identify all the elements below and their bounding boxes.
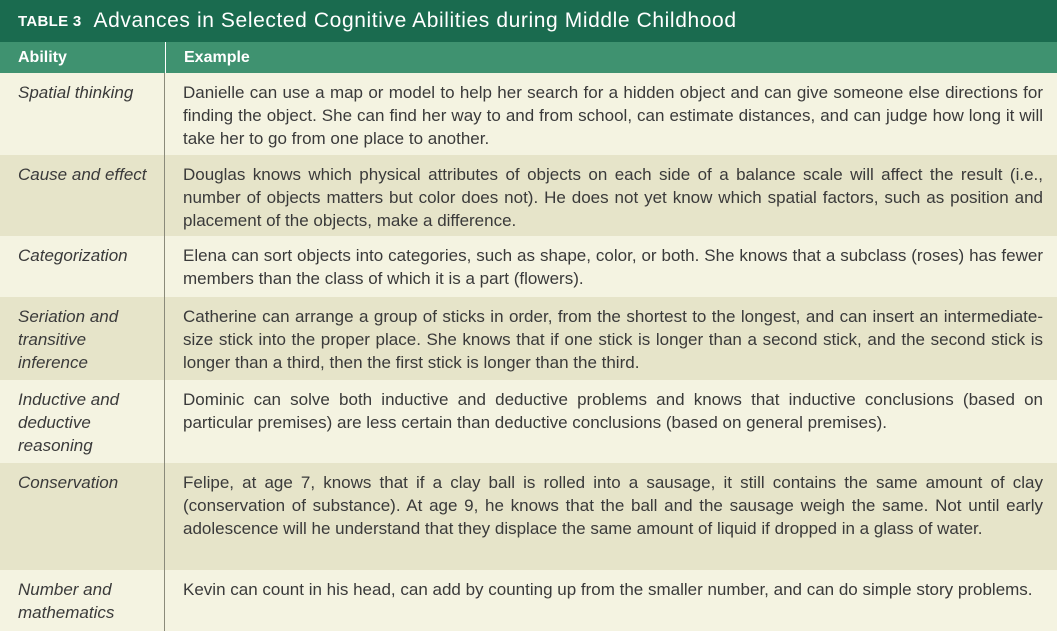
ability-cell: Number and mathematics: [0, 570, 165, 631]
table-row: [0, 236, 1057, 297]
header-example: Example: [165, 42, 250, 73]
table-row: [0, 73, 1057, 155]
header-ability: Ability: [18, 48, 67, 66]
example-cell: Douglas knows which physical attributes of objects on each side of a balance scale will affect the result (i.e., number of objects matters but color does not). He does not yet know which spatial factors, such as position and placement of the objects, make a difference.: [183, 165, 1043, 230]
ability-cell: Conservation: [0, 463, 165, 570]
ability-cell: Categorization: [0, 236, 165, 297]
ability-cell: Spatial thinking: [0, 73, 165, 155]
table-row: [0, 380, 1057, 463]
ability-cell: Cause and effect: [0, 155, 165, 236]
example-cell: Kevin can count in his head, can add by counting up from the smaller number, and can do simple story problems.: [183, 580, 1033, 599]
table-title-bar: [0, 0, 1057, 42]
table-label: TABLE 3: [18, 12, 82, 30]
table-title: Advances in Selected Cognitive Abilities during Middle Childhood: [93, 9, 737, 32]
table-row: [0, 463, 1057, 570]
table-row: [0, 570, 1057, 631]
table-body: [0, 73, 1057, 631]
example-cell: Danielle can use a map or model to help her search for a hidden object and can give someone else directions for finding the object. She can find her way to and from school, can estimate distances, and can judge how long it will take her to go from one place to another.: [183, 83, 1043, 148]
example-cell: Elena can sort objects into categories, such as shape, color, or both. She knows that a subclass (roses) has fewer members than the class of which it is a part (flowers).: [183, 246, 1043, 288]
ability-cell: Seriation and transitive inference: [0, 297, 165, 380]
ability-cell: Inductive and deductive reasoning: [0, 380, 165, 463]
table-row: [0, 155, 1057, 236]
table-header-row: [0, 42, 1057, 73]
example-cell: Dominic can solve both inductive and deductive problems and knows that inductive conclusions (based on particular premises) are less certain than deductive conclusions (based on general premises).: [183, 390, 1043, 432]
example-cell: Catherine can arrange a group of sticks in order, from the shortest to the longest, and can insert an intermediate-size stick into the proper place. She knows that if one stick is longer than a second stick, and the second stick is longer than a third, then the first stick is longer than the third.: [183, 307, 1043, 372]
example-cell: Felipe, at age 7, knows that if a clay ball is rolled into a sausage, it still contains the same amount of clay (conservation of substance). At age 9, he knows that the ball and the sausage weigh the same. Not until early adolescence will he understand that they displace the same amount of liquid if dropped in a glass of water.: [183, 473, 1043, 538]
table-row: [0, 297, 1057, 380]
